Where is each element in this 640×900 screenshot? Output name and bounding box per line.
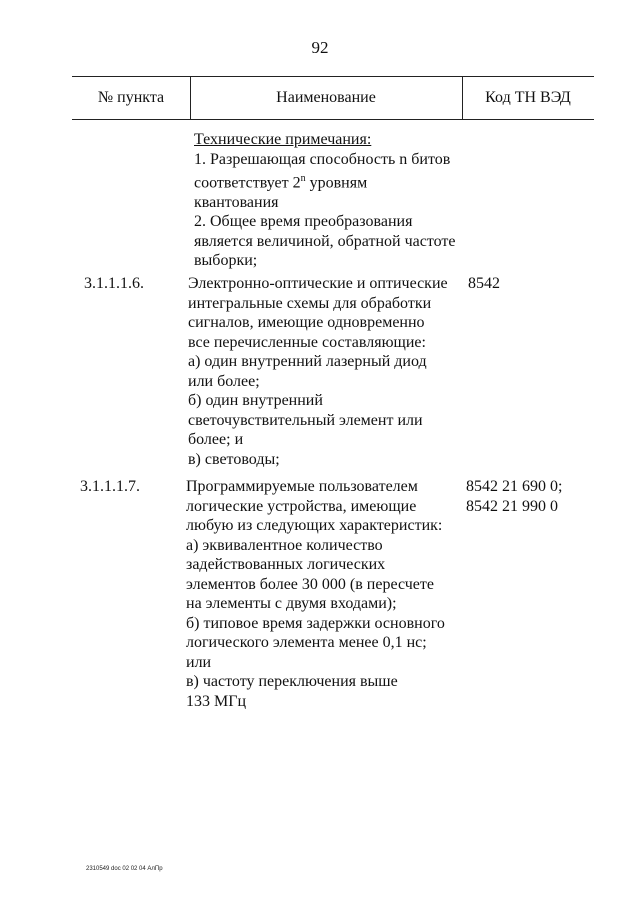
item-code — [466, 477, 562, 516]
item-code — [468, 274, 500, 294]
description-line: в) световоды; — [188, 450, 280, 468]
item-description — [188, 274, 448, 469]
description-line: или — [186, 653, 212, 671]
item-number: 3.1.1.1.6. — [84, 275, 144, 292]
notes-line: соответствует 2$^n$ уровням — [194, 173, 368, 192]
description-line: 133 МГц — [186, 692, 247, 710]
technical-notes — [194, 130, 456, 271]
description-line: интегральные схемы для обработки — [188, 294, 432, 312]
description-line: а) один внутренний лазерный диод — [188, 353, 427, 370]
item-number: 3.1.1.1.7. — [80, 478, 140, 495]
description-line: все перечисленные составляющие: — [188, 333, 426, 351]
description-line: а) эквивалентное количество — [186, 536, 383, 554]
description-line: более; и — [188, 431, 244, 448]
header-number: № пункта — [97, 89, 165, 106]
notes-heading: Технические примечания: — [194, 131, 372, 148]
description-line: на элементы с двумя входами); — [186, 595, 397, 612]
code-line: 8542 — [468, 275, 500, 292]
header-name: Наименование — [276, 89, 376, 106]
description-line: б) типовое время задержки основного — [186, 614, 445, 632]
description-line: сигналов, имеющие одновременно — [188, 314, 425, 331]
footer-reference: 2310549 doc 02 02 04 АлПр — [86, 866, 163, 872]
page-number: 92 — [311, 38, 329, 57]
description-line: Электронно-оптические и оптические — [188, 275, 448, 292]
code-line: 8542 21 690 0; — [466, 478, 563, 495]
notes-line: 1. Разрешающая способность n битов — [194, 150, 451, 168]
description-line: Программируемые пользователем — [186, 478, 418, 495]
item-description — [186, 477, 445, 711]
table-header — [72, 76, 594, 120]
description-line: в) частоту переключения выше — [186, 673, 398, 690]
description-line: или более; — [188, 372, 260, 390]
description-line: элементов более 30 000 (в пересчете — [186, 575, 434, 593]
header-code: Код ТН ВЭД — [485, 89, 571, 106]
notes-line: является величиной, обратной частоте — [194, 232, 456, 250]
description-line: задействованных логических — [186, 556, 386, 573]
notes-line: выборки; — [194, 252, 258, 270]
superscript-n: n — [300, 173, 306, 184]
code-line: 8542 21 990 0 — [466, 497, 558, 515]
description-line: б) один внутренний — [188, 392, 323, 409]
description-line: любую из следующих характеристик: — [186, 517, 443, 534]
description-line: логического элемента менее 0,1 нс; — [186, 634, 427, 651]
notes-line: 2. Общее время преобразования — [194, 213, 413, 231]
description-line: светочувствительный элемент или — [188, 411, 423, 429]
description-line: логические устройства, имеющие — [186, 497, 417, 515]
notes-line: квантования — [194, 193, 279, 211]
